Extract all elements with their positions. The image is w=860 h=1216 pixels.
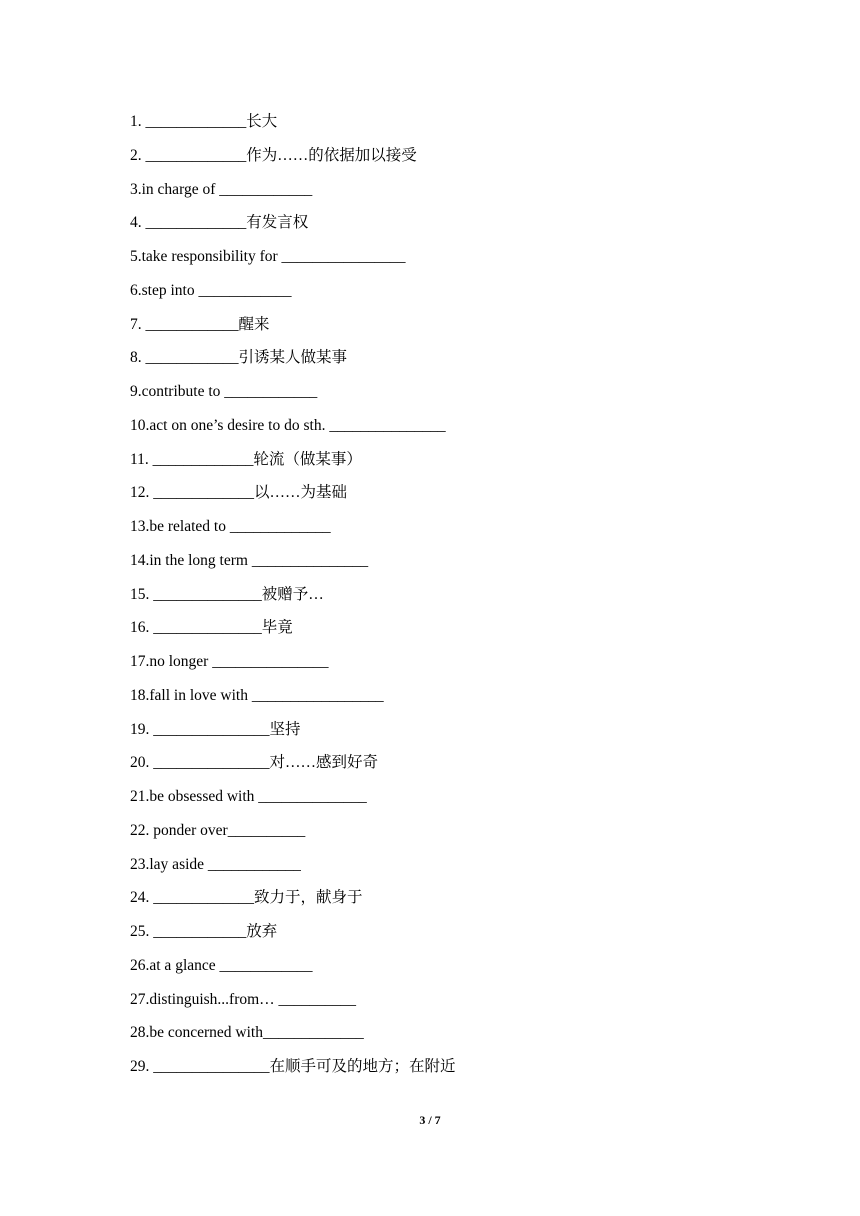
exercise-item: 15. ______________被赠予… (130, 585, 324, 603)
exercise-item: 27.distinguish...from… __________ (130, 990, 357, 1008)
exercise-item: 24. _____________致力于，献身于 (130, 889, 363, 907)
exercise-item: 20. _______________对……感到好奇 (130, 754, 379, 772)
exercise-item: 14.in the long term _______________ (130, 551, 369, 569)
exercise-item: 4. _____________有发言权 (130, 214, 309, 232)
exercise-item: 11. _____________轮流（做某事） (130, 450, 362, 468)
exercise-item: 25. ____________放弃 (130, 923, 278, 940)
exercise-item: 13.be related to _____________ (130, 518, 331, 535)
exercise-item: 26.at a glance ____________ (130, 956, 313, 974)
exercise-item: 10.act on one’s desire to do sth. _______________ (130, 416, 446, 434)
exercise-item: 5.take responsibility for ________________ (130, 248, 406, 265)
page-number: 3 / 7 (419, 1113, 441, 1127)
exercise-item: 29. _______________在顺手可及的地方；在附近 (130, 1058, 456, 1075)
exercise-item: 2. _____________作为……的依据加以接受 (130, 146, 417, 164)
exercise-item: 18.fall in love with _________________ (130, 686, 384, 704)
exercise-item: 16. ______________毕竟 (130, 619, 293, 637)
exercise-item: 6.step into ____________ (130, 281, 292, 299)
exercise-item: 9.contribute to ____________ (130, 383, 318, 400)
exercise-item: 7. ____________醒来 (130, 315, 270, 333)
exercise-item: 28.be concerned with_____________ (130, 1024, 364, 1042)
exercise-list (130, 109, 456, 1088)
exercise-item: 12. _____________以……为基础 (130, 484, 348, 502)
exercise-item: 19. _______________坚持 (130, 720, 301, 738)
exercise-item: 22. ponder over__________ (130, 821, 306, 839)
exercise-item: 3.in charge of ____________ (130, 180, 313, 198)
exercise-item: 17.no longer _______________ (130, 653, 329, 670)
exercise-item: 23.lay aside ____________ (130, 855, 301, 873)
exercise-item: 1. _____________长大 (130, 113, 278, 130)
exercise-item: 8. ____________引诱某人做某事 (130, 349, 348, 367)
exercise-item: 21.be obsessed with ______________ (130, 788, 367, 805)
